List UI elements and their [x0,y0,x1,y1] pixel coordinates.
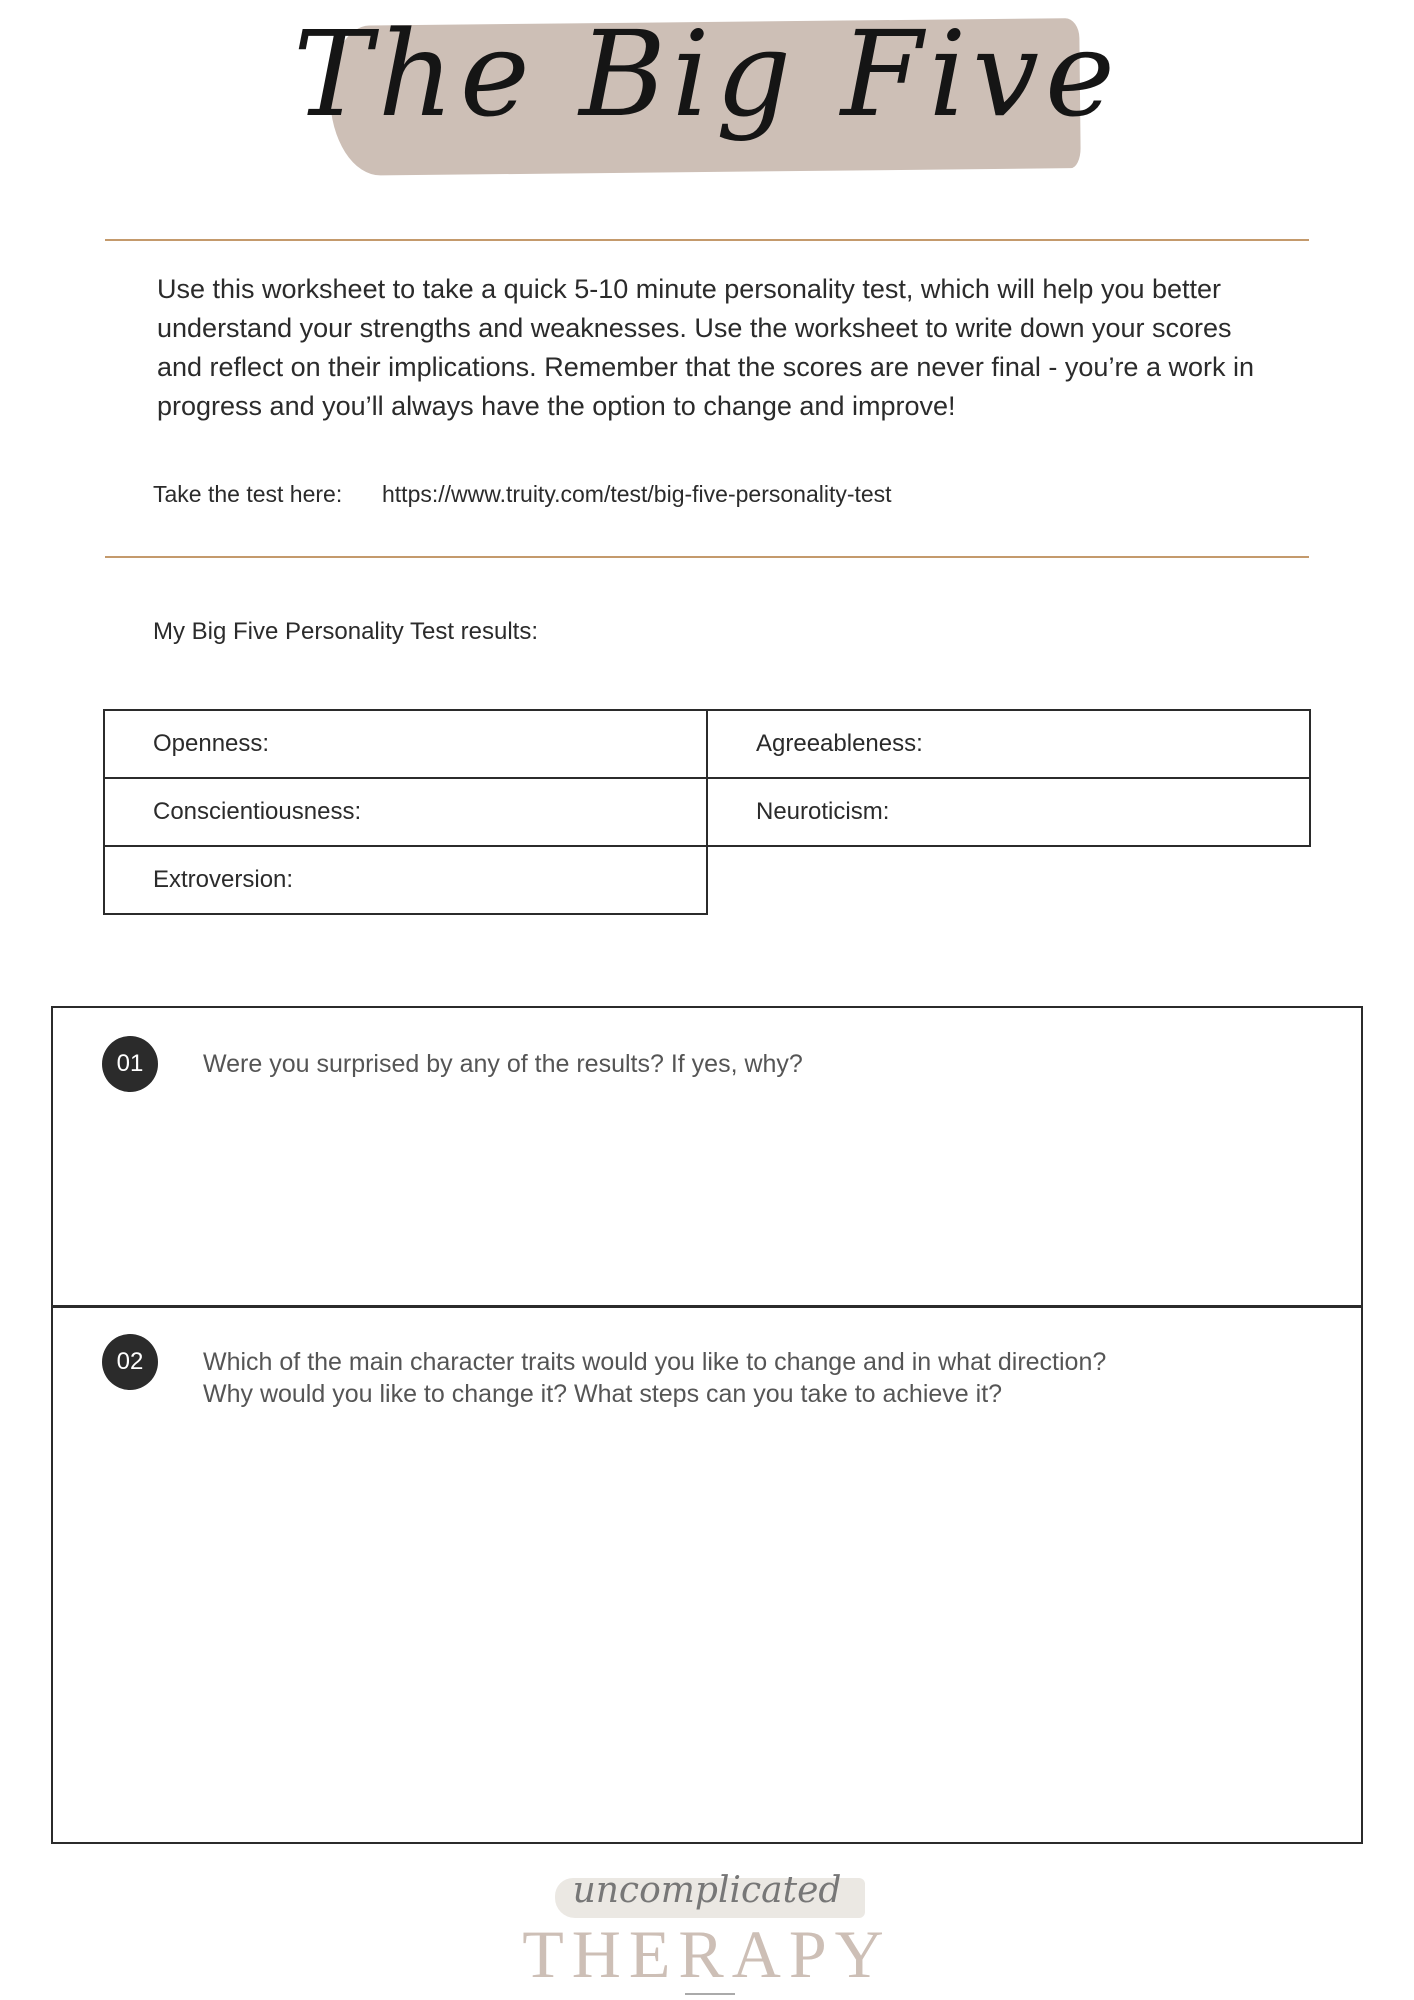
divider-bottom [105,556,1309,558]
test-link-url[interactable]: https://www.truity.com/test/big-five-personality-test [382,481,892,507]
trait-openness[interactable]: Openness: [104,710,707,778]
test-link-label: Take the test here: [153,481,343,507]
trait-conscientiousness[interactable]: Conscientiousness: [104,778,707,846]
answer-1-area[interactable] [60,1100,1350,1295]
divider-top [105,239,1309,241]
page-title: The Big Five [293,5,1121,143]
question-line: Why would you like to change it? What steps can you take to achieve it? [203,1380,1003,1408]
question-line: Were you surprised by any of the results? If yes, why? [203,1050,803,1078]
question-1-text [203,1048,803,1080]
logo-main-text: THERAPY [522,1916,892,1992]
answer-2-area[interactable] [60,1420,1350,1830]
questions-divider [51,1305,1363,1308]
results-heading: My Big Five Personality Test results: [153,618,539,645]
trait-extroversion[interactable]: Extroversion: [104,846,707,914]
empty-cell [707,846,1310,914]
question-number-badge: 01 [102,1036,158,1092]
logo-script-text: uncomplicated [572,1870,842,1911]
logo-underline [685,1993,735,1995]
question-2-text [203,1346,1106,1410]
question-number-badge: 02 [102,1334,158,1390]
intro-paragraph: Use this worksheet to take a quick 5-10 minute personality test, which will help you better understand your strengths and weaknesses. Use the worksheet to write down your scores and reflect on their implications. Remember that the scores are never final - you’re a work in progress and you’ll always have the option to change and improve! [157,274,1254,421]
question-line: Which of the main character traits would you like to change and in what direction? [203,1348,1107,1376]
trait-neuroticism[interactable]: Neuroticism: [707,778,1310,846]
results-table [103,709,1311,915]
trait-agreeableness[interactable]: Agreeableness: [707,710,1310,778]
